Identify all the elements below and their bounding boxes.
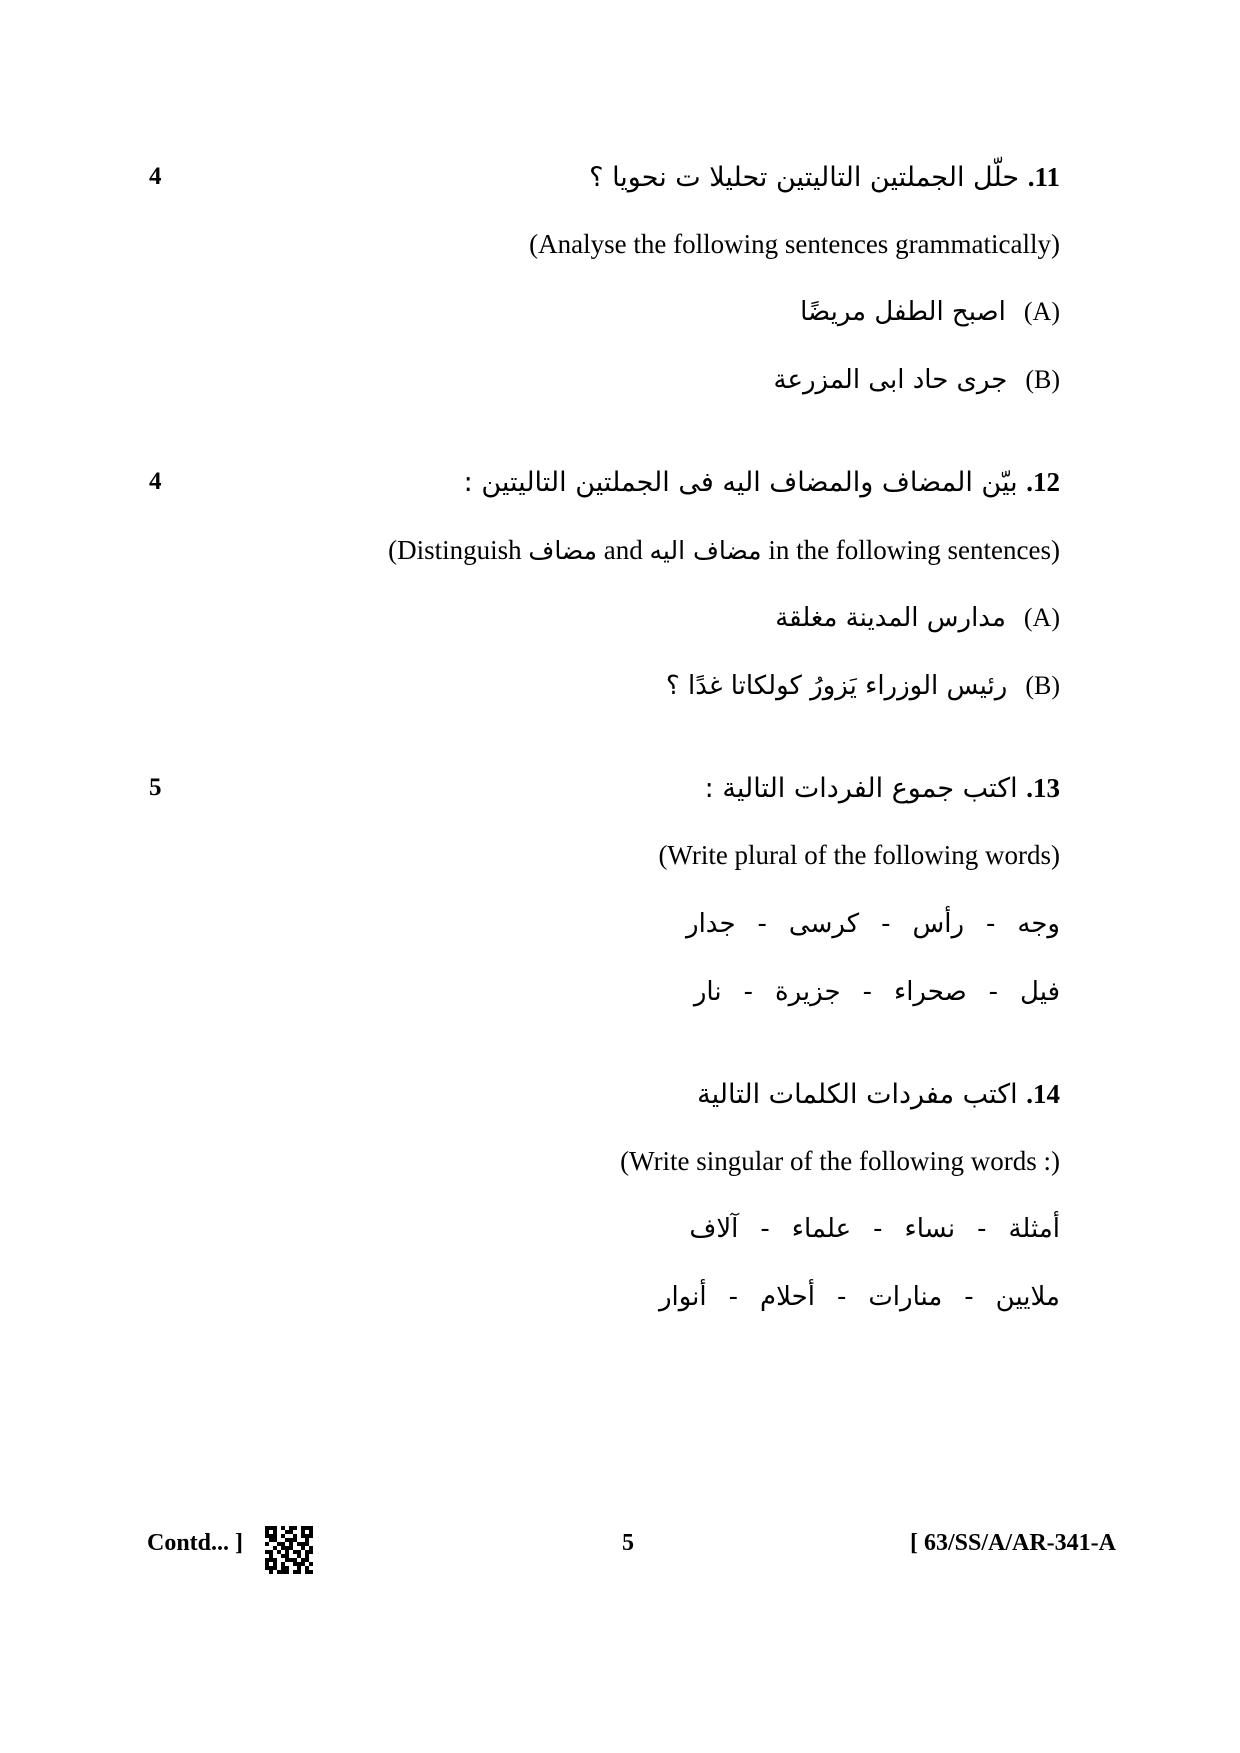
word: فيل	[1020, 977, 1060, 1007]
word: منارات	[868, 1282, 943, 1312]
question-english: (Analyse the following sentences grammatically)	[529, 229, 1060, 259]
separator: -	[862, 977, 872, 1007]
separator: -	[986, 909, 996, 939]
word-row	[689, 1212, 1060, 1246]
word: كرسى	[788, 909, 860, 939]
separator: -	[728, 1282, 739, 1312]
option-text: اصبح الطفل مريضًا	[800, 297, 1006, 327]
word: نار	[693, 977, 722, 1007]
question-english: (Write plural of the following words)	[658, 840, 1060, 870]
page-number: 5	[622, 1530, 634, 1556]
question-text	[589, 160, 1060, 195]
word: صحراء	[893, 977, 967, 1007]
option-text: مدارس المدينة مغلقة	[775, 603, 1006, 633]
qr-code-icon	[265, 1526, 313, 1574]
page-footer	[0, 1526, 1240, 1566]
english-part: (Distinguish	[388, 535, 522, 565]
separator: -	[743, 977, 753, 1007]
separator: -	[836, 1282, 847, 1312]
word: أنوار	[658, 1282, 707, 1312]
separator: -	[964, 1282, 974, 1312]
word: أمثلة	[1008, 1214, 1060, 1244]
question-english: (Write singular of the following words :)	[620, 1146, 1060, 1176]
question-english	[388, 533, 1060, 568]
english-part: and	[603, 535, 643, 565]
word-row	[694, 975, 1060, 1009]
marks: 5	[149, 774, 162, 801]
question-text	[697, 1077, 1060, 1112]
option-text: رئيس الوزراء يَزورُ كولكاتا غدًا ؟	[665, 671, 1008, 701]
question-number: 13.	[1026, 773, 1060, 803]
separator: -	[757, 909, 767, 939]
word: جزيرة	[774, 977, 841, 1007]
word: نساء	[904, 1214, 956, 1244]
word-row	[686, 907, 1060, 941]
option-b	[666, 669, 1060, 703]
option-label: (A)	[1023, 603, 1060, 632]
marks: 4	[149, 163, 162, 190]
word: آلاف	[689, 1214, 739, 1244]
word: ملايين	[995, 1282, 1060, 1312]
option-a	[775, 601, 1060, 635]
word: رأس	[912, 909, 965, 939]
option-b	[774, 363, 1060, 397]
question-arabic: حلّل الجملتين التاليتين تحليلا ت نحويا ؟	[589, 162, 1020, 193]
option-label: (B)	[1025, 365, 1060, 394]
word: جدار	[686, 909, 736, 939]
option-text: جرى حاد ابى المزرعة	[773, 365, 1008, 395]
english-part: in the following sentences)	[768, 535, 1060, 565]
separator: -	[881, 909, 891, 939]
option-label: (A)	[1023, 297, 1060, 326]
separator: -	[988, 977, 999, 1007]
question-number: 12.	[1026, 467, 1060, 497]
question-arabic: اكتب مفردات الكلمات التالية	[697, 1079, 1018, 1110]
word: أحلام	[760, 1282, 815, 1312]
paper-code: [ 63/SS/A/AR-341-A	[909, 1530, 1116, 1556]
word: علماء	[791, 1214, 852, 1244]
question-number: 11.	[1027, 162, 1060, 192]
contd-label: Contd... ]	[147, 1530, 244, 1556]
question-text	[464, 465, 1060, 500]
separator: -	[760, 1214, 770, 1244]
option-label: (B)	[1025, 671, 1060, 700]
question-number: 14.	[1026, 1079, 1060, 1109]
word: وجه	[1017, 909, 1060, 939]
marks: 4	[149, 468, 162, 495]
word-row	[659, 1280, 1060, 1314]
separator: -	[873, 1214, 883, 1244]
arabic-term-mudaf: مضاف	[528, 536, 598, 565]
question-arabic: بيّن المضاف والمضاف اليه فى الجملتين التاليتين :	[463, 467, 1018, 498]
separator: -	[977, 1214, 987, 1244]
question-arabic: اكتب جموع الفردات التالية :	[704, 773, 1018, 804]
option-a	[800, 295, 1060, 329]
question-text	[705, 771, 1060, 806]
arabic-term-mudaf-ilayh: مضاف اليه	[649, 536, 762, 565]
